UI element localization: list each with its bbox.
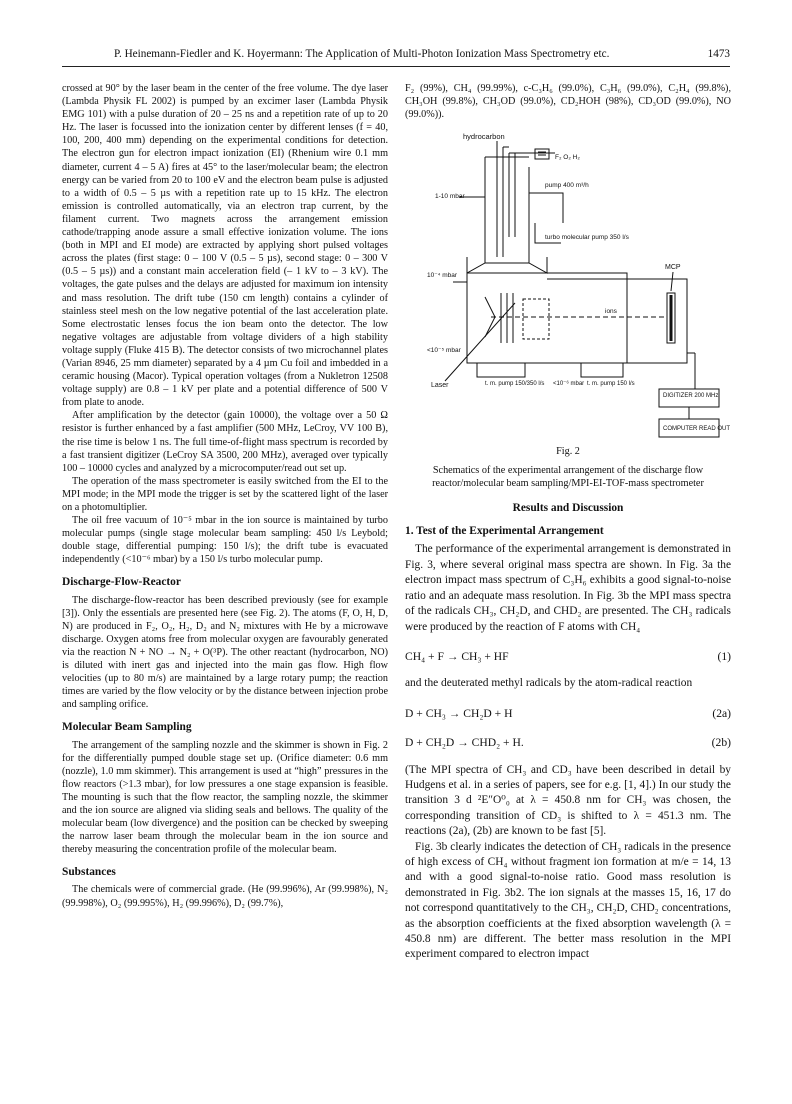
paragraph: and the deuterated methyl radicals by the atom-radical reaction	[405, 677, 693, 690]
equation-number: (1)	[717, 649, 731, 663]
turbo-pump-2-label: t. m. pump 150 l/s	[587, 381, 635, 388]
drift-tube	[627, 279, 687, 363]
pump-label: pump 400 m³/h	[545, 182, 589, 190]
extraction-region	[523, 299, 549, 339]
equation-2b	[405, 735, 731, 750]
paragraph: After amplification by the detector (gain 10000), the voltage over a 50 Ω resistor is further enhanced by a fast amplifier (500 MHz, LeCroy, VV 100 B), the rise time is below 1 ns. The full time-of-flight mass spectrum is recorded by a fast transient digitizer (LeCroy SA 3500, 200 MHz), averaged over typically 100 – 10000 cycles and analyzed by a microcomputer/read out set up.	[62, 410, 388, 474]
section-heading: Results and Discussion	[512, 502, 624, 515]
digitizer-label: DIGITIZER 200 MHz	[663, 393, 719, 400]
page-number: 1473	[707, 48, 730, 60]
paragraph: The oil free vacuum of 10⁻⁵ mbar in the ion source is maintained by turbo molecular pumps (single stage molecular beam sampling: 450 l/s Leybold; double stage, differential pumping: 150 l/s); the drift tube is evacuated independently (<10⁻⁶ mbar) by a 150 l/s turbo molecular pump.	[62, 515, 388, 566]
figure-2-schematic	[405, 121, 731, 439]
microwave-cavity	[535, 149, 549, 159]
subsection-heading: 1. Test of the Experimental Arrangement	[405, 525, 604, 538]
pressure-2-label: 10⁻⁴ mbar	[427, 272, 458, 280]
pressure-3-label: <10⁻⁵ mbar	[427, 347, 461, 355]
laser-beam	[445, 303, 515, 381]
paragraph: The chemicals were of commercial grade. (He (99.996%), Ar (99.998%), N₂ (99.998%), O₂ (99.995%), H₂ (99.996%), D₂ (99.7%),	[62, 884, 388, 909]
figure-label: Fig. 2	[556, 446, 580, 458]
apparatus-diagram	[405, 127, 731, 445]
equation-2a	[405, 706, 731, 721]
right-column	[405, 82, 731, 963]
paragraph: The operation of the mass spectrometer is easily switched from the EI to the MPI mode; in the MPI mode the trigger is set by the scattered light of the laser on a photomultiplier.	[62, 475, 388, 513]
equation-text: D + CH₃ → CH₂D + H	[405, 706, 513, 720]
pressure-4-label: <10⁻⁶ mbar	[553, 381, 585, 388]
ion-source-chamber	[467, 273, 627, 363]
paragraph: The performance of the experimental arrangement is demonstrated in Fig. 3, where several original mass spectra are shown. In Fig. 3a the electron impact mass spectrum of C₃H₆ exhibits a good signal-to-noise ratio and an adequate mass resolution. In Fig. 3b the MPI mass spectra of the radicals CH₃, CH₂D, and CHD₂ are presented. The CH₃ radicals were produced by the reaction of F atoms with CH₄	[405, 543, 731, 633]
paragraph: F₂ (99%), CH₄ (99.99%), c-C₃H₆ (99.0%), C₃H₆ (99.0%), C₂H₄ (99.8%), CH₃OH (99.8%), CH₃OD (99.0%), CD₂HOH (98%), CD₃OD (99.0%), NO (99.0%)).	[405, 83, 731, 121]
equation-text: D + CH₂D → CHD₂ + H.	[405, 736, 524, 750]
paragraph: The discharge-flow-reactor has been described previously (see for example [3]). Only the essentials are presented here (see Fig. 2). The atoms (F, O, H, D, N) are produced in F₂, O₂, H₂, D₂ and N₂ mixtures with He by a microwave discharge. Oxygen atoms free from molecular oxygen are favourably generated via the reaction N + NO → N₂ + O(³P). The other reactant (hydrocarbon, NO) is diluted with inert gas and injected into the main gas flow. High flow velocities (up to 80 m/s) are maintained by a large rotary pump; the reaction times are varied by the flow velocity or by the distance between injection probe and sampling orifice.	[62, 594, 388, 711]
ions-label: ions	[605, 308, 617, 316]
equation-number: (2a)	[712, 706, 731, 720]
paragraph: crossed at 90° by the laser beam in the center of the free volume. The dye laser (Lambda Physik FL 2002) is pumped by an excimer laser (Lambda Physik EMG 101) with a pulse duration of 20 – 25 ns and a repetition rate of up to 20 Hz. The laser is focussed into the ionization center by different lenses (f = 40, 100, 200, 400 mm) depending on the experimental conditions for detection. The electron gun for electron impact ionization (EI) (Rhenium wire 0.1 mm diameter, current 4 – 5 A) fires at 45° to the laser/molecular beam; the electron energy can be varied from 20 to 100 eV and the electron beam pulse is adjusted to a width of 0.5 – 5 µs with a repetition rate up to 15 kHz. The electron emission is controlled automatically, via an electron trap current, by the filament current. Two magnets across the arrangement emission cathode/trapping anode assure a small effective ionization volume. The ions (both in MPI and EI mode) are extracted by applying short pulsed voltages across the plates (first stage: 0 – 100 V (0.5 – 5 µs), second stage: 0 – 300 V (0.5 – 5 µs)) and a constant main acceleration field (– 1 kV to – 3 kV). The voltages, the gate pulses and the delays are adjusted for maximum ion intensity and mass resolution. The drift tube (150 cm length) contains a cylinder of stainless steel mesh on the low negative potential of the last acceleration plate. Some electrostatic lenses focus the ion beam onto the detector. The low negative voltages are adjustable from voltage dividers of a high stability voltage supply (Fluke 415 B). The detector consists of two microchannel plates (Varian 8946, 25 mm diameter) separated by a 4 µm Cu foil and imbedded in a ceramic housing (Macor). Typical operation voltages (from a Nukletron 12508 voltage supply) are 0.8 – 1 kV per plate and a potential difference of 500 V from plate to anode.	[62, 83, 388, 409]
hydrocarbon-label: hydrocarbon	[463, 132, 505, 142]
equation-1	[405, 649, 731, 664]
gases-label: F₂ O₂ H₂	[555, 154, 580, 162]
section-heading: Substances	[62, 866, 116, 879]
computer-label: COMPUTER READ OUT	[663, 426, 731, 433]
section-heading: Discharge-Flow-Reactor	[62, 576, 181, 589]
paragraph: (The MPI spectra of CH₃ and CD₃ have been described in detail by Hudgens et al. in a series of papers, see for e.g. [1, 4].) In our study the transition 3 d ²E″O⁰₀ at λ = 450.8 nm for CH₃ was chosen, the corresponding transition of CD₃ is shifted to λ = 451.3 nm. The reactions (2a), (2b) are known to be fast [5].	[405, 763, 731, 838]
equation-number: (2b)	[711, 736, 731, 750]
paragraph: The arrangement of the sampling nozzle and the skimmer is shown in Fig. 2 for the differentially pumped double stage set up. (Orifice diameter: 0.6 mm (nozzle), 1.0 mm skimmer). This arrangement is used at “high” pressures in the flow reactors (>1.3 mbar), for low pressures a one stage expansion is feasible. The mounting is such that the flow reactor, the sampling nozzle, the skimmer and the ion source are aligned via sliding seals and bellows. The quality of the molecular beam (low divergence) and the position can be checked by sweeping the narrow laser beam through the molecular beam in the ion source and thereby measuring the concentration profile of the molecular beam.	[62, 739, 388, 856]
mcp-label: MCP	[665, 264, 681, 272]
figure-caption: Schematics of the experimental arrangement of the discharge flow reactor/molecular beam sampling/MPI-EI-TOF-mass spectrometer	[432, 465, 704, 490]
equation-text: CH₄ + F → CH₃ + HF	[405, 649, 509, 663]
left-column	[62, 82, 388, 910]
paragraph: Fig. 3b clearly indicates the detection of CH₃ radicals in the presence of high excess of CH₄ without fragment ion formation at m/e = 14, 13 and with a good signal-to-noise ratio. Good mass resolution is demonstrated in Fig. 3b2. The ion signals at the masses 15, 16, 17 do not correspond quantitatively to the CH₃, CH₂D, CHD₂ concentrations, as the absorption coefficients at the fixed absorption wavelength (λ = 450.8 nm) are different. The better mass resolution in the MPI experiment compared to electron impact	[405, 840, 731, 961]
pressure-1-label: 1-10 mbar	[435, 193, 465, 201]
turbo-pump-1-label: t. m. pump 150/350 l/s	[485, 381, 545, 388]
laser-label: Laser	[431, 382, 449, 390]
turbo-pump-label: turbo molecular pump 350 l/s	[545, 234, 629, 242]
running-header	[62, 48, 730, 67]
header-title: P. Heinemann-Fiedler and K. Hoyermann: The Application of Multi-Photon Ionization Mass Spectrometry etc.	[114, 48, 610, 60]
section-heading: Molecular Beam Sampling	[62, 721, 192, 734]
